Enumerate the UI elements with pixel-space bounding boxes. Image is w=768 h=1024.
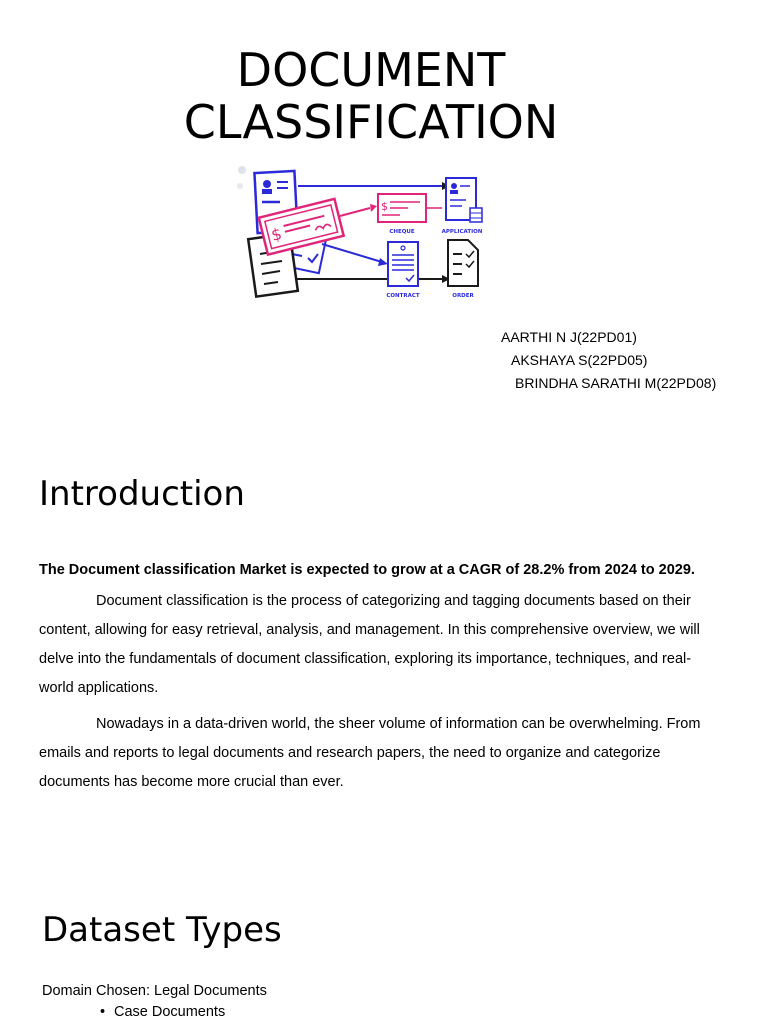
dataset-types-heading: Dataset Types xyxy=(42,910,282,950)
order-label: ORDER xyxy=(452,293,474,299)
author-3: BRINDHA SARATHI M(22PD08) xyxy=(515,375,717,391)
application-label: APPLICATION xyxy=(441,229,483,235)
author-1: AARTHI N J(22PD01) xyxy=(501,329,637,345)
list-item xyxy=(100,1004,225,1020)
title-line-1: DOCUMENT xyxy=(236,43,506,97)
list-item-text: Case Documents xyxy=(114,1004,226,1020)
introduction-heading: Introduction xyxy=(39,474,245,514)
contract-icon xyxy=(386,242,420,299)
svg-text:$: $ xyxy=(381,200,388,213)
domain-chosen-text: Domain Chosen: Legal Documents xyxy=(42,983,267,999)
contract-label: CONTRACT xyxy=(386,293,420,299)
intro-paragraph-2: Nowadays in a data-driven world, the sheer volume of information can be overwhelming. From emails and reports to legal documents and research papers, the need to organize and categorize documents has become more crucial than ever. xyxy=(39,716,701,790)
intro-paragraph-1: Document classification is the process of categorizing and tagging documents based on their content, allowing for easy retrieval, analysis, and management. In this comprehensive overview, we will delve into the fundamentals of document classification, exploring its importance, techniques, and real-world applications. xyxy=(39,593,700,696)
page-title xyxy=(0,44,742,148)
document-classification-illustration xyxy=(230,158,490,303)
title-line-2: CLASSIFICATION xyxy=(183,95,559,149)
order-icon xyxy=(448,240,478,299)
application-icon xyxy=(442,178,483,235)
authors-list xyxy=(0,326,716,395)
cheque-icon xyxy=(378,194,426,235)
cheque-label: CHEQUE xyxy=(389,229,415,235)
bullet-icon: • xyxy=(100,1004,106,1020)
author-2: AKSHAYA S(22PD05) xyxy=(511,352,648,368)
intro-lead-text: The Document classification Market is expected to grow at a CAGR of 28.2% from 2024 to 2029. xyxy=(39,562,695,578)
svg-text:$: $ xyxy=(269,224,284,245)
